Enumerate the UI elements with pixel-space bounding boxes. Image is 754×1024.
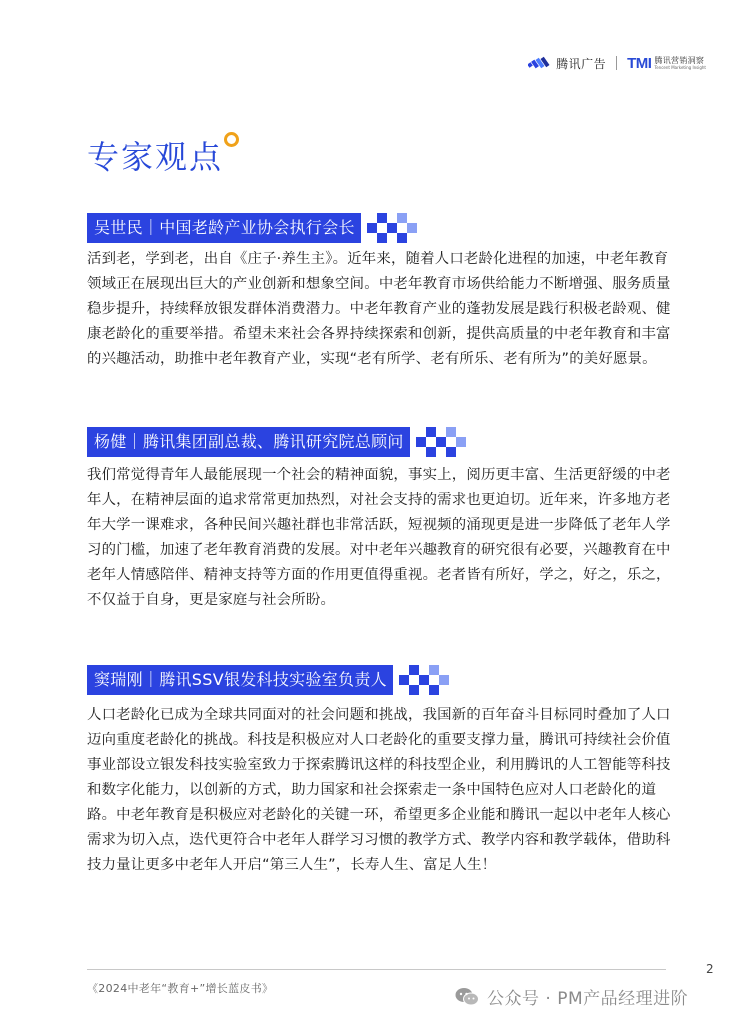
tmi-logo — [627, 55, 706, 72]
expert-name-tag: 窦瑞刚｜腾讯SSV银发科技实验室负责人 — [87, 665, 393, 695]
pixel-grid-decoration-icon — [367, 213, 421, 243]
brand-bar — [528, 52, 706, 74]
expert-heading-2 — [87, 427, 470, 457]
wechat-icon — [455, 987, 479, 1007]
tmi-mark: TMI — [627, 54, 652, 72]
expert-quote-1: 活到老，学到老，出自《庄子·养生主》。近年来，随着人口老龄化进程的加速，中老年教育领域正在展现出巨大的产业创新和想象空间。中老年教育市场供给能力不断增强、服务质量稳步提升，持续释放银发群体消费潜力。中老年教育产业的蓬勃发展是践行积极老龄观、健康老龄化的重要举措。希望未来社会各界持续探索和创新，提供高质量的中老年教育和丰富的兴趣活动，助推中老年教育产业，实现“老有所学、老有所乐、老有所为”的美好愿景。 — [87, 251, 671, 367]
tmi-subtitle — [654, 57, 706, 70]
tencent-ad-logo — [528, 55, 606, 72]
watermark-label: 公众号 · PM产品经理进阶 — [487, 989, 689, 1009]
page-title: 专家观点 — [87, 138, 224, 176]
title-ring-decoration — [224, 132, 239, 147]
expert-name-tag: 杨健｜腾讯集团副总裁、腾讯研究院总顾问 — [87, 427, 410, 457]
pixel-grid-decoration-icon — [399, 665, 453, 695]
tencent-ad-label: 腾讯广告 — [556, 56, 607, 71]
expert-quote-2: 我们常觉得青年人最能展现一个社会的精神面貌，事实上，阅历更丰富、生活更舒缓的中老年人，在精神层面的追求常常更加热烈，对社会支持的需求也更迫切。近年来，许多地方老年大学一课难求，各种民间兴趣社群也非常活跃，短视频的涌现更是进一步降低了老年人学习的门槛，加速了老年教育消费的发展。对中老年兴趣教育的研究很有必要，兴趣教育在中老年人情感陪伴、精神支持等方面的作用更值得重视。老者皆有所好，学之，好之，乐之，不仅益于自身，更是家庭与社会所盼。 — [87, 467, 671, 608]
expert-heading-1 — [87, 213, 421, 243]
page-number: 2 — [706, 962, 714, 976]
expert-name-tag: 吴世民｜中国老龄产业协会执行会长 — [87, 213, 361, 243]
footer-document-title: 《2024中老年“教育+”增长蓝皮书》 — [87, 982, 274, 995]
tmi-subtitle-en: Tencent Marketing Insight — [654, 64, 706, 70]
footer-divider — [87, 969, 666, 970]
expert-heading-3 — [87, 665, 453, 695]
wechat-watermark — [455, 984, 688, 1009]
tmi-subtitle-cn: 腾讯营销洞察 — [654, 55, 705, 65]
pixel-grid-decoration-icon — [416, 427, 470, 457]
expert-quote-3: 人口老龄化已成为全球共同面对的社会问题和挑战，我国新的百年奋斗目标同时叠加了人口迈向重度老龄化的挑战。科技是积极应对人口老龄化的重要支撑力量，腾讯可持续社会价值事业部设立银发科技实验室致力于探索腾讯这样的科技型企业，利用腾讯的人工智能等科技和数字化能力，以创新的方式，助力国家和社会探索走一条中国特色应对人口老龄化的道路。中老年教育是积极应对老龄化的关键一环，希望更多企业能和腾讯一起以中老年人核心需求为切入点，迭代更符合中老年人群学习习惯的教学方式、教学内容和教学载体，借助科技力量让更多中老年人开启“第三人生”，长寿人生、富足人生！ — [87, 707, 671, 873]
tencent-ad-logo-icon — [528, 56, 552, 70]
brand-divider — [616, 56, 617, 70]
